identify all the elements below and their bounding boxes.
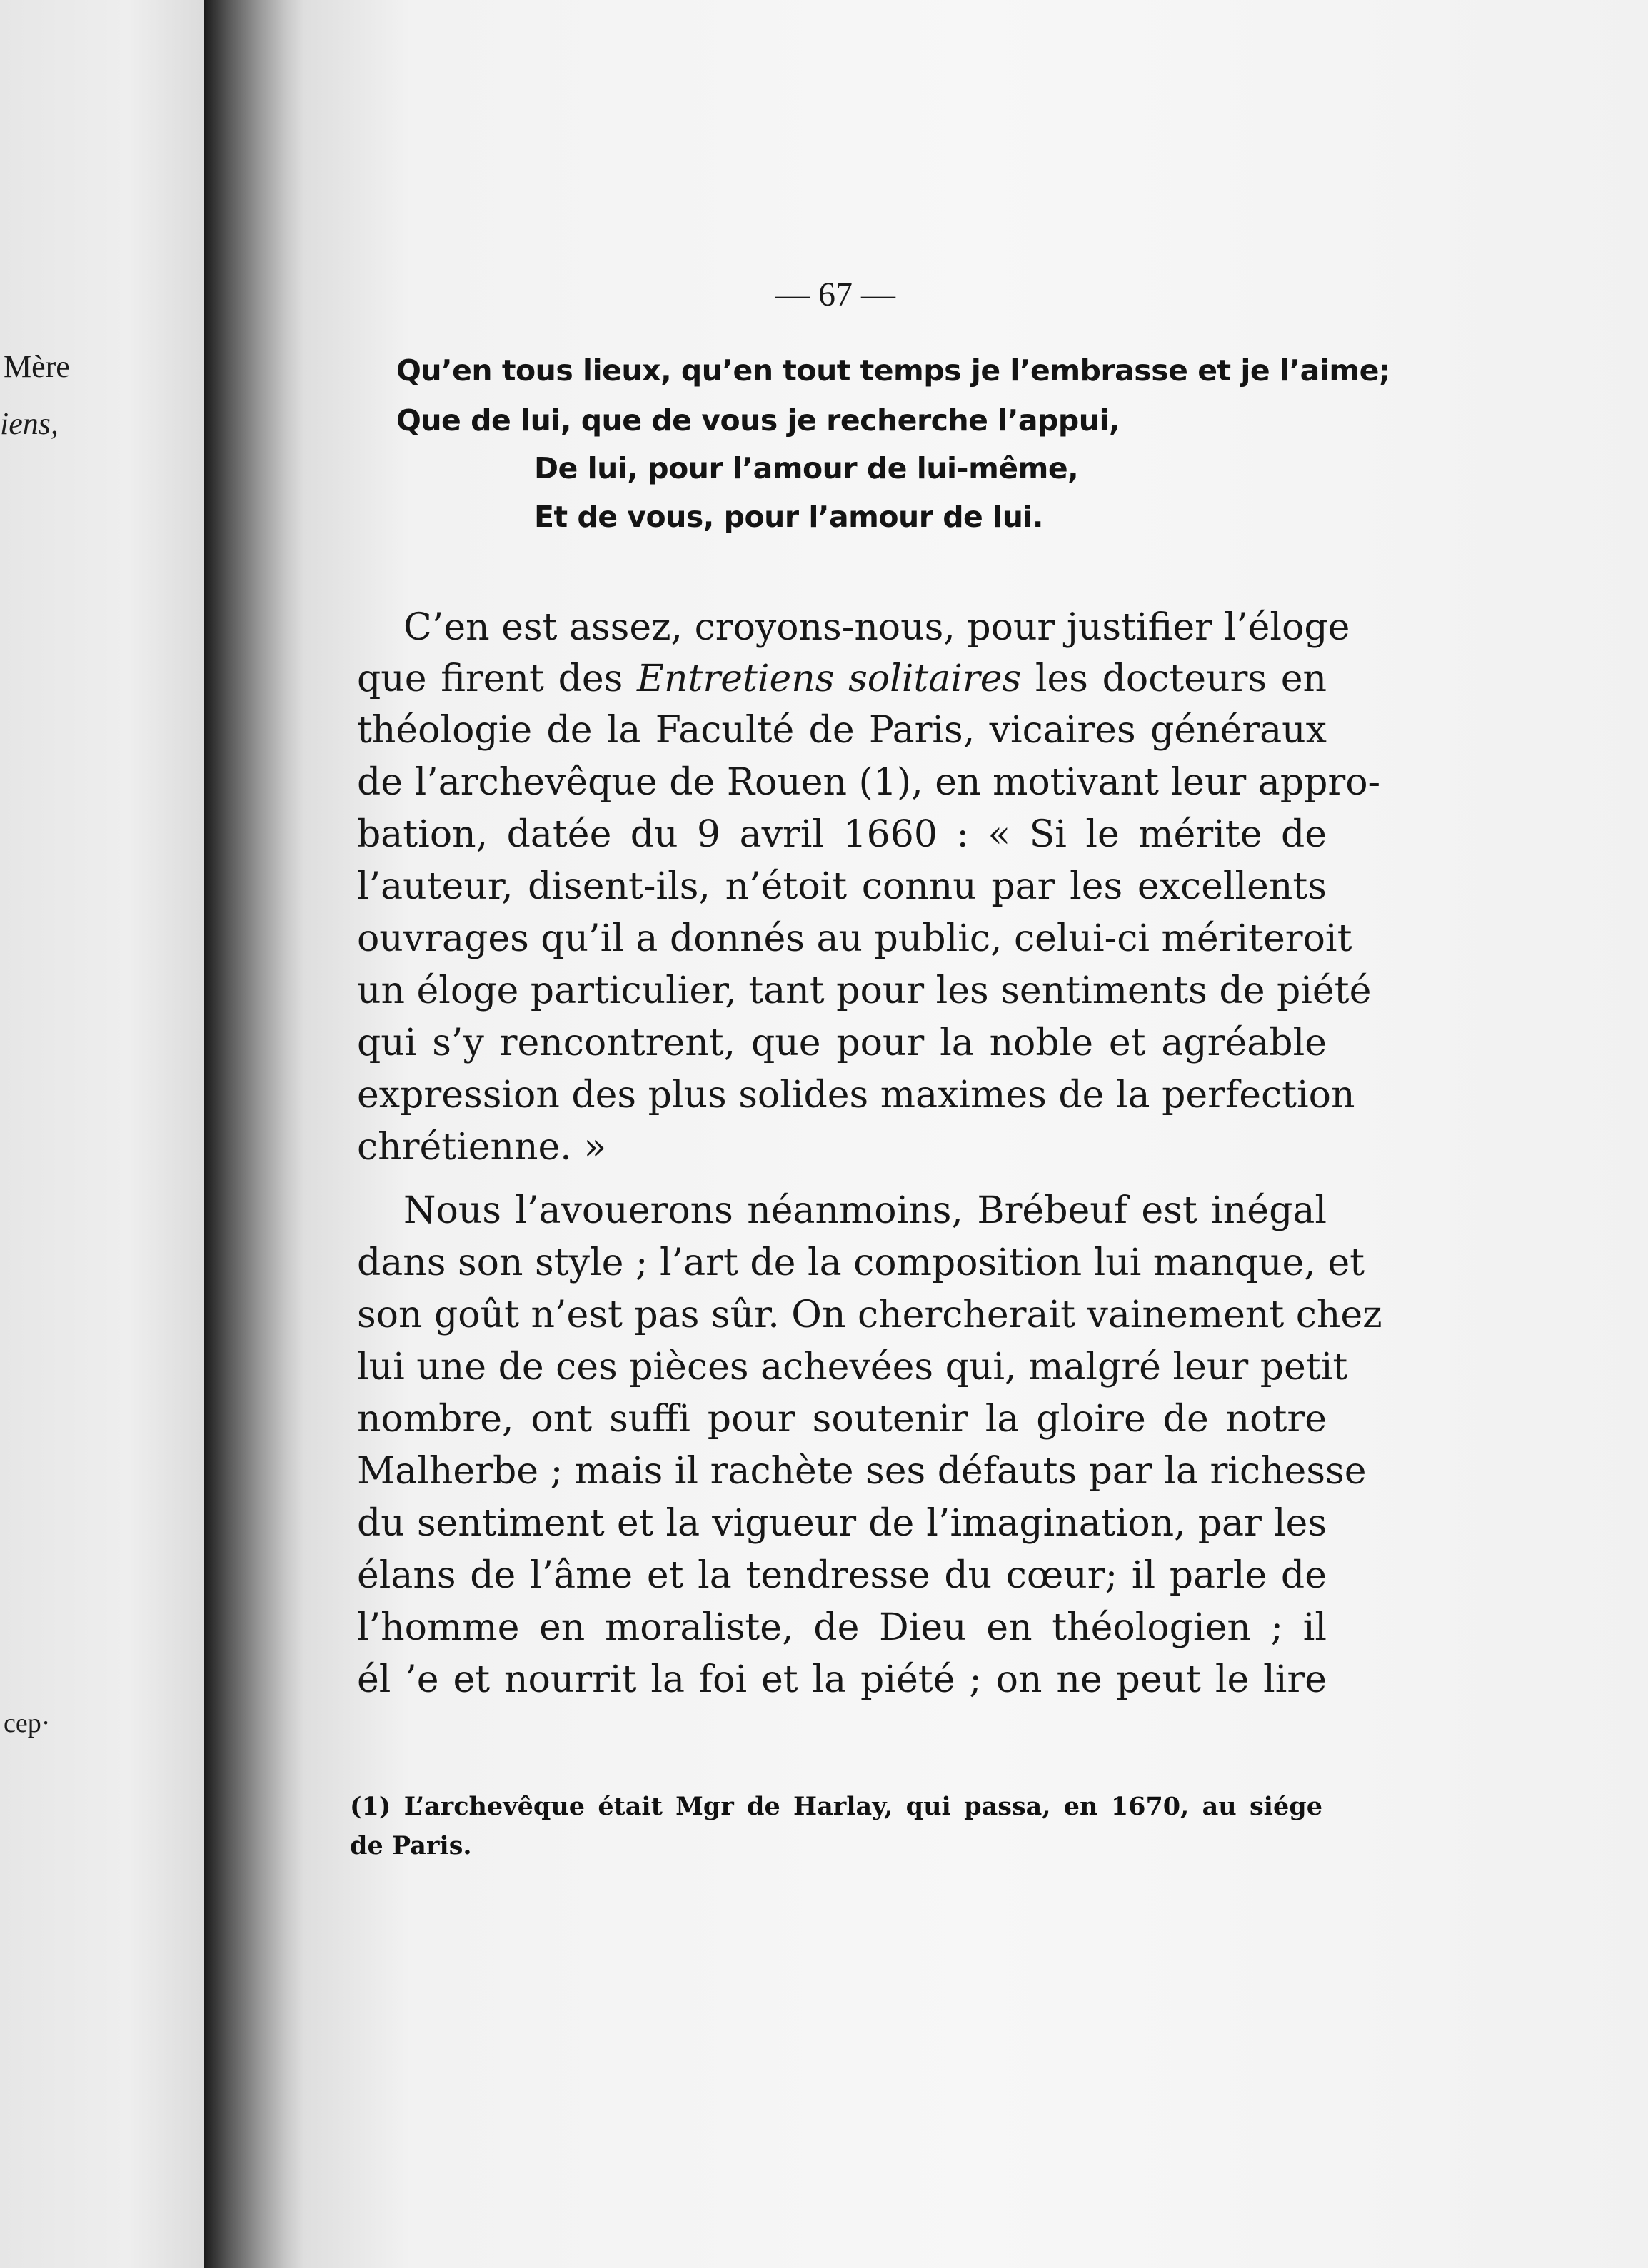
verse-line: Et de vous, pour l’amour de lui. bbox=[534, 500, 1044, 534]
paragraph-line: son goût n’est pas sûr. On chercherait vainement chez bbox=[357, 1294, 1382, 1336]
paragraph-line: nombre, ont suffi pour soutenir la gloire de notre bbox=[357, 1398, 1327, 1441]
book-title: Entretiens solitaires bbox=[637, 657, 1022, 700]
paragraph-line: Nous l’avouerons néanmoins, Brébeuf est inégal bbox=[403, 1189, 1327, 1232]
paragraph-line: un éloge particulier, tant pour les sentiments de piété bbox=[357, 969, 1372, 1012]
paragraph-line: bation, datée du 9 avril 1660 : « Si le mérite de bbox=[357, 813, 1327, 856]
paragraph-line: lui une de ces pièces achevées qui, malgré leur petit bbox=[357, 1346, 1348, 1388]
paragraph-line: l’homme en moraliste, de Dieu en théologien ; il bbox=[357, 1606, 1327, 1649]
page-number: — 67 — bbox=[775, 276, 895, 313]
left-fragment: Mère bbox=[4, 349, 70, 384]
verse-line: De lui, pour l’amour de lui-même, bbox=[534, 451, 1079, 485]
paragraph-line: du sentiment et la vigueur de l’imagination, par les bbox=[357, 1502, 1327, 1545]
paragraph-line: ouvrages qu’il a donnés au public, celui-ci mériteroit bbox=[357, 917, 1352, 960]
verse-line: Qu’en tous lieux, qu’en tout temps je l’embrasse et je l’aime; bbox=[396, 353, 1390, 388]
left-fragment: cep· bbox=[4, 1708, 51, 1738]
paragraph-line: qui s’y rencontrent, que pour la noble et agréable bbox=[357, 1022, 1327, 1064]
footnote-line: de Paris. bbox=[350, 1831, 472, 1860]
verse-line: Que de lui, que de vous je recherche l’appui, bbox=[396, 403, 1120, 438]
paragraph-line: C’en est assez, croyons-nous, pour justifier l’éloge bbox=[403, 606, 1350, 649]
paragraph-line: dans son style ; l’art de la composition lui manque, et bbox=[357, 1241, 1365, 1284]
paragraph-line: l’auteur, disent-ils, n’étoit connu par les excellents bbox=[357, 865, 1327, 908]
paragraph-line: él ’e et nourrit la foi et la piété ; on ne peut le lire bbox=[357, 1658, 1327, 1701]
paragraph-line: expression des plus solides maximes de la perfection bbox=[357, 1074, 1355, 1117]
paragraph-line: théologie de la Faculté de Paris, vicaires généraux bbox=[357, 709, 1327, 752]
paragraph-line: que firent des Entretiens solitaires les docteurs en bbox=[357, 657, 1327, 700]
paragraph-line: de l’archevêque de Rouen (1), en motivant leur appro- bbox=[357, 761, 1381, 804]
footnote-line: (1) L’archevêque était Mgr de Harlay, qui passa, en 1670, au siége bbox=[350, 1792, 1322, 1821]
book-gutter-shadow bbox=[204, 0, 307, 2268]
left-fragment: iens, bbox=[0, 406, 59, 441]
paragraph-line: Malherbe ; mais il rachète ses défauts par la richesse bbox=[357, 1450, 1367, 1493]
left-page-edge bbox=[0, 0, 214, 2268]
paragraph-line: chrétienne. » bbox=[357, 1126, 607, 1169]
paragraph-line: élans de l’âme et la tendresse du cœur; il parle de bbox=[357, 1554, 1327, 1597]
